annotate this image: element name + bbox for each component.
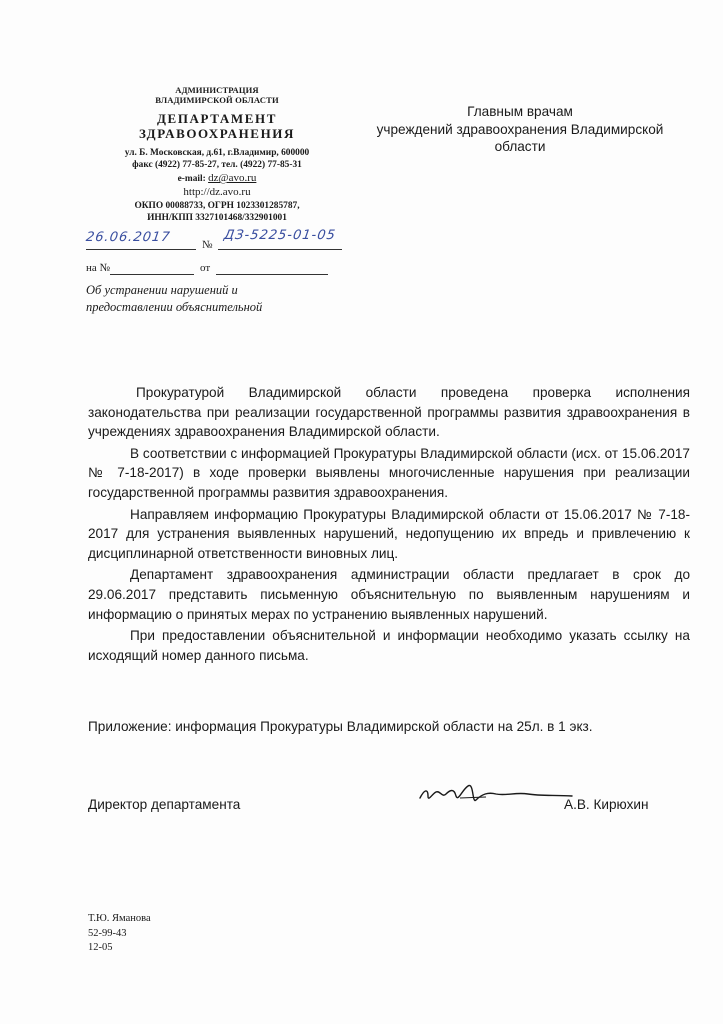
signer-title: Директор департамента [88,797,241,812]
executor-block [88,912,151,956]
handwritten-signature [416,776,576,816]
registration-date-line [86,249,196,250]
reference-date-line [216,274,328,275]
letterhead-admin-line1: АДМИНИСТРАЦИЯ [175,85,259,95]
body-paragraph: При предоставлении объяснительной и информации необходимо указать ссылку на исходящий номер данного письма. [88,628,690,663]
body-paragraph: Прокуратурой Владимирской области проведена проверка исполнения законодательства при реализации государственной программы развития здравоохранения в учреждениях здравоохранения Владимирской области. [88,385,690,440]
executor-name: Т.Ю. Яманова [88,913,151,924]
addressee-line3: области [494,139,546,155]
reference-row [86,262,346,278]
letterhead-inn: ИНН/КПП 3327101468/332901001 [147,212,287,223]
executor-code: 12-05 [88,942,113,954]
letterhead-email-label: e-mail: [177,174,206,185]
registration-no-label: № [202,239,213,251]
letter-subject: Об устранении нарушений и предоставлении объяснительной [86,283,263,314]
reference-date-label: от [200,262,211,274]
registration-number-handwritten: ДЗ-5225-01-05 [222,228,337,243]
letterhead-email-row [88,171,346,185]
addressee [350,103,690,156]
executor-phone: 52-99-43 [88,927,127,939]
attachment-note: Приложение: информация Прокуратуры Владимирской области на 25л. в 1 экз. [88,719,593,734]
letterhead-website[interactable]: http://dz.avo.ru [183,186,251,199]
addressee-line1: Главным врачам [467,104,573,119]
letterhead-email-link[interactable]: dz@avo.ru [208,172,257,185]
letter-body [88,383,690,667]
reference-number-line [110,274,194,275]
body-paragraph: Направляем информацию Прокуратуры Владимирской области от 15.06.2017 № 7-18-2017 для устранения выявленных нарушений, недопущению их впредь и привлечению к дисциплинарной ответственности виновных лиц. [88,506,690,561]
letterhead-dept-line1: ДЕПАРТАМЕНТ [157,110,277,126]
letterhead-address: ул. Б. Московская, д.61, г.Владимир, 600000 [124,147,310,158]
addressee-line2: учреждений здравоохранения Владимирской [376,121,664,137]
letterhead-dept-line2: ЗДРАВООХРАНЕНИЯ [138,125,295,141]
body-paragraph: Департамент здравоохранения администрации области предлагает в срок до 29.06.2017 представить письменную объяснительную по выявленным нарушениям и информацию о принятых мерах по устранению выявленных нарушений. [88,567,690,622]
letterhead-admin-line2: ВЛАДИМИРСКОЙ ОБЛАСТИ [155,94,279,105]
letterhead-phones: факс (4922) 77-85-27, тел. (4922) 77-85-31 [132,159,302,170]
body-paragraph: В соответствии с информацией Прокуратуры Владимирской области (исх. от 15.06.2017 № 7-18-2017) в ходе проверки выявлены многочисленные нарушения при реализации государственной программы развития здравоохранения. [88,445,690,500]
registration-date-handwritten: 26.06.2017 [84,230,172,245]
reference-number-label: на № [86,262,111,274]
registration-number-line [218,249,342,250]
registration-row [84,228,346,254]
signer-name: А.В. Кирюхин [564,797,649,812]
letterhead-okpo: ОКПО 00088733, ОГРН 1023301285787, [134,200,300,211]
letterhead [88,86,346,224]
